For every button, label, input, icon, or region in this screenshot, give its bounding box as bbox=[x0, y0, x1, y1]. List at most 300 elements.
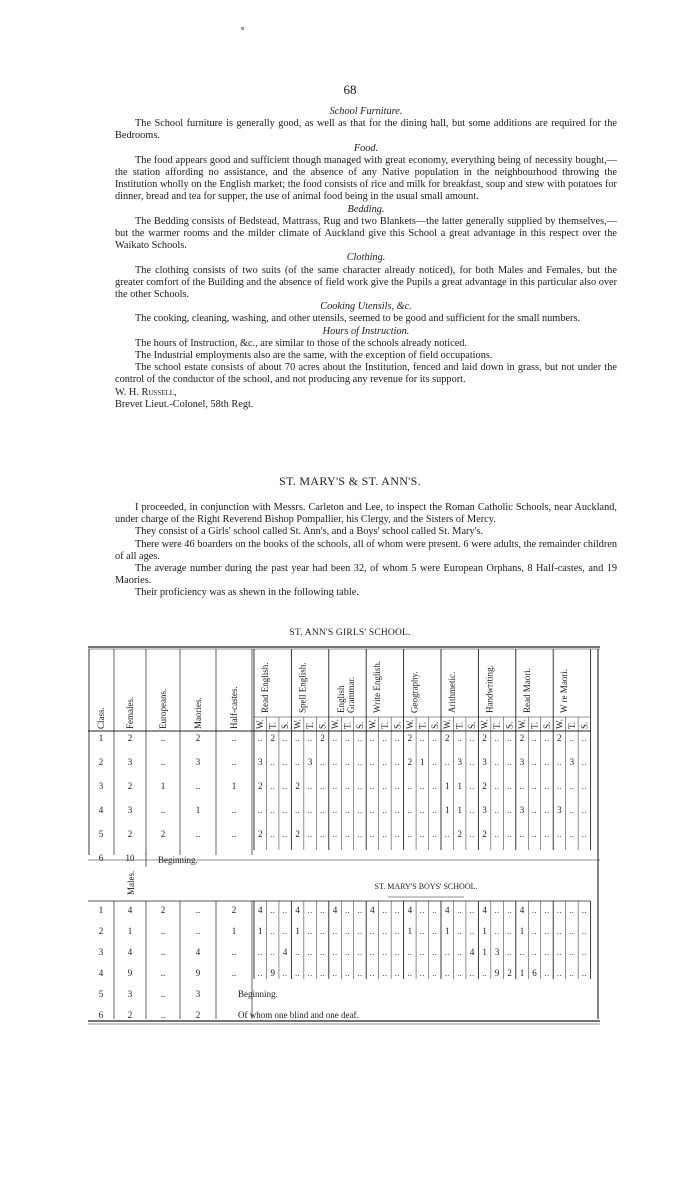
proficiency-mark: .. bbox=[532, 758, 537, 767]
proficiency-mark: .. bbox=[257, 948, 263, 957]
subheader-letter: S. bbox=[429, 721, 440, 729]
proficiency-mark: .. bbox=[307, 906, 313, 915]
proficiency-mark: .. bbox=[369, 806, 375, 815]
europeans-value: .. bbox=[160, 926, 166, 936]
proficiency-mark: .. bbox=[332, 782, 338, 791]
proficiency-mark: .. bbox=[270, 927, 276, 936]
para-school-furniture: The School furniture is generally good, as well as that for the dining hall, but some additions are required for the Bedrooms. bbox=[115, 118, 617, 142]
count-value: 1 bbox=[127, 926, 133, 936]
proficiency-mark: .. bbox=[345, 830, 350, 839]
proficiency-mark: .. bbox=[532, 806, 537, 815]
proficiency-mark: 3 bbox=[482, 757, 487, 767]
proficiency-mark: .. bbox=[581, 806, 587, 815]
proficiency-mark: 3 bbox=[457, 757, 462, 767]
proficiency-mark: .. bbox=[469, 927, 475, 936]
section-para: I proceeded, in conjunction with Messrs. Carleton and Lee, to inspect the Roman Catholic Schools, near Auckland, under charge of the Right Reverend Bishop Pompallier, his Clergy, and the Sisters of Mercy. bbox=[115, 502, 617, 526]
subheader-letter: T. bbox=[379, 721, 390, 729]
proficiency-mark: .. bbox=[469, 734, 475, 743]
proficiency-mark: .. bbox=[569, 830, 575, 839]
subheader-letter: W. bbox=[255, 719, 266, 729]
proficiency-mark: .. bbox=[507, 906, 513, 915]
proficiency-mark: .. bbox=[270, 948, 276, 957]
proficiency-mark: 2 bbox=[257, 829, 263, 839]
proficiency-mark: .. bbox=[407, 830, 413, 839]
proficiency-mark: .. bbox=[544, 927, 550, 936]
proficiency-mark: .. bbox=[569, 806, 575, 815]
class-number: 3 bbox=[98, 947, 104, 957]
maories-value: 3 bbox=[195, 989, 201, 999]
proficiency-mark: .. bbox=[556, 782, 562, 791]
class-number: 2 bbox=[98, 926, 104, 936]
proficiency-mark: .. bbox=[257, 969, 263, 978]
proficiency-mark: .. bbox=[507, 782, 513, 791]
subject-header: Spell English. bbox=[297, 662, 308, 713]
proficiency-mark: 2 bbox=[270, 733, 275, 743]
subheader-letter: W. bbox=[517, 719, 528, 729]
half-castes-value: 1 bbox=[231, 926, 237, 936]
proficiency-mark: .. bbox=[544, 969, 550, 978]
proficiency-mark: .. bbox=[469, 806, 475, 815]
proficiency-mark: .. bbox=[507, 927, 513, 936]
left-header: Maories. bbox=[193, 697, 203, 729]
proficiency-mark: .. bbox=[419, 948, 425, 957]
proficiency-mark: .. bbox=[270, 782, 276, 791]
proficiency-mark: .. bbox=[419, 906, 425, 915]
class-number: 1 bbox=[98, 905, 104, 915]
subheader-letter: S. bbox=[504, 721, 515, 729]
proficiency-mark: .. bbox=[432, 806, 438, 815]
subject-header: W re Maori. bbox=[559, 668, 570, 713]
proficiency-mark: .. bbox=[432, 906, 438, 915]
proficiency-mark: 1 bbox=[444, 805, 450, 815]
proficiency-mark: 2 bbox=[482, 781, 487, 791]
subheader-letter: T. bbox=[566, 721, 577, 729]
page-number: 68 bbox=[343, 82, 357, 97]
heading-food: Food. bbox=[353, 142, 379, 154]
para-food: The food appears good and sufficient though managed with great economy, everything being of necessity bought,—the station affording no assistance, and the absence of any Native population in the neighbourhood throwing the Institution wholly on the English market; the food consists of rice and milk for breakfast, soup and stew with potatoes for dinner, bread and tea for supper, the use of animal food being in the usual small amount. bbox=[115, 154, 617, 203]
row-note: Beginning. bbox=[238, 989, 278, 999]
maories-value: .. bbox=[195, 829, 201, 839]
proficiency-mark: 4 bbox=[407, 905, 413, 915]
section-para: The average number during the past year had been 32, of whom 5 were European Orphans, 8 Half-castes, and 19 Maories. bbox=[115, 563, 617, 587]
maories-value: 3 bbox=[195, 757, 201, 767]
maories-value: .. bbox=[195, 926, 201, 936]
proficiency-mark: .. bbox=[494, 782, 500, 791]
maories-value: 2 bbox=[195, 733, 201, 743]
proficiency-mark: .. bbox=[394, 948, 400, 957]
proficiency-mark: .. bbox=[581, 948, 587, 957]
proficiency-mark: .. bbox=[357, 830, 363, 839]
proficiency-mark: .. bbox=[332, 927, 338, 936]
proficiency-table-svg bbox=[88, 645, 600, 1025]
proficiency-mark: .. bbox=[307, 830, 313, 839]
proficiency-mark: .. bbox=[532, 906, 537, 915]
europeans-value: .. bbox=[160, 757, 166, 767]
proficiency-mark: .. bbox=[382, 806, 388, 815]
proficiency-mark: .. bbox=[407, 782, 413, 791]
proficiency-mark: .. bbox=[394, 906, 400, 915]
proficiency-mark: .. bbox=[407, 948, 413, 957]
subheader-letter: T. bbox=[454, 721, 465, 729]
proficiency-mark: .. bbox=[345, 948, 350, 957]
proficiency-mark: .. bbox=[581, 969, 587, 978]
proficiency-mark: 1 bbox=[295, 926, 300, 936]
proficiency-mark: .. bbox=[382, 830, 388, 839]
proficiency-mark: .. bbox=[507, 948, 513, 957]
proficiency-mark: .. bbox=[581, 830, 587, 839]
proficiency-mark: 1 bbox=[420, 757, 425, 767]
proficiency-mark: 9 bbox=[270, 968, 275, 978]
left-header: Females. bbox=[125, 696, 135, 729]
proficiency-mark: .. bbox=[569, 906, 575, 915]
subheader-letter: W. bbox=[479, 719, 490, 729]
subject-header: Handwriting. bbox=[484, 665, 495, 713]
proficiency-mark: .. bbox=[307, 734, 313, 743]
proficiency-mark: .. bbox=[494, 758, 500, 767]
proficiency-mark: 3 bbox=[494, 947, 500, 957]
count-value: 4 bbox=[127, 905, 133, 915]
proficiency-mark: .. bbox=[419, 782, 425, 791]
proficiency-mark: .. bbox=[357, 927, 363, 936]
males-header: Males. bbox=[126, 870, 136, 895]
proficiency-mark: 3 bbox=[307, 757, 313, 767]
proficiency-mark: .. bbox=[494, 734, 500, 743]
subheader-letter: T. bbox=[529, 721, 540, 729]
proficiency-mark: 4 bbox=[370, 905, 375, 915]
proficiency-mark: .. bbox=[457, 927, 463, 936]
half-castes-value: .. bbox=[231, 829, 237, 839]
proficiency-mark: .. bbox=[295, 969, 301, 978]
proficiency-mark: .. bbox=[419, 927, 425, 936]
proficiency-mark: 4 bbox=[257, 905, 263, 915]
europeans-value: .. bbox=[160, 947, 166, 957]
maories-value: 4 bbox=[195, 947, 201, 957]
proficiency-mark: .. bbox=[357, 906, 363, 915]
subheader-letter: T. bbox=[342, 721, 353, 729]
proficiency-mark: .. bbox=[357, 806, 363, 815]
proficiency-mark: .. bbox=[569, 927, 575, 936]
europeans-value: 1 bbox=[160, 781, 166, 791]
proficiency-mark: .. bbox=[519, 830, 525, 839]
proficiency-mark: 2 bbox=[444, 733, 450, 743]
proficiency-mark: .. bbox=[320, 969, 326, 978]
proficiency-mark: .. bbox=[282, 734, 288, 743]
proficiency-mark: .. bbox=[382, 948, 388, 957]
proficiency-mark: .. bbox=[394, 806, 400, 815]
proficiency-mark: .. bbox=[382, 758, 388, 767]
proficiency-mark: .. bbox=[457, 948, 463, 957]
proficiency-mark: 2 bbox=[407, 733, 413, 743]
row-note: Beginning. bbox=[158, 855, 198, 865]
row-note: Of whom one blind and one deaf. bbox=[238, 1010, 359, 1020]
class-number: 2 bbox=[98, 757, 104, 767]
proficiency-mark: .. bbox=[394, 830, 400, 839]
proficiency-mark: 3 bbox=[557, 805, 562, 815]
proficiency-mark: .. bbox=[332, 806, 338, 815]
proficiency-mark: 1 bbox=[407, 926, 413, 936]
proficiency-mark: .. bbox=[544, 830, 550, 839]
proficiency-mark: .. bbox=[320, 830, 326, 839]
proficiency-mark: .. bbox=[282, 927, 288, 936]
proficiency-mark: .. bbox=[532, 782, 537, 791]
proficiency-mark: 3 bbox=[519, 757, 525, 767]
para-estate: The school estate consists of about 70 acres about the Institution, fenced and laid down in grass, but not under the control of the conductor of the school, and not producing any revenue for its support. bbox=[115, 362, 617, 386]
count-value: 2 bbox=[127, 1010, 133, 1020]
proficiency-mark: .. bbox=[270, 830, 276, 839]
proficiency-mark: .. bbox=[295, 758, 301, 767]
proficiency-mark: 2 bbox=[507, 968, 512, 978]
proficiency-mark: .. bbox=[581, 782, 587, 791]
proficiency-mark: .. bbox=[357, 782, 363, 791]
proficiency-mark: .. bbox=[432, 927, 438, 936]
maories-value: .. bbox=[195, 781, 201, 791]
proficiency-mark: .. bbox=[581, 906, 587, 915]
para-industrial: The Industrial employments also are the same, with the exception of field occupations. bbox=[135, 350, 493, 362]
proficiency-mark: 1 bbox=[257, 926, 263, 936]
subject-header: Grammar. bbox=[345, 676, 356, 713]
proficiency-mark: .. bbox=[307, 806, 313, 815]
proficiency-mark: .. bbox=[556, 758, 562, 767]
proficiency-mark: .. bbox=[444, 758, 450, 767]
class-number: 3 bbox=[98, 781, 104, 791]
para-hours: The hours of Instruction, &c., are similar to those of the schools already noticed. bbox=[135, 337, 467, 349]
proficiency-mark: .. bbox=[407, 806, 413, 815]
subject-header: English bbox=[335, 685, 346, 713]
proficiency-mark: 3 bbox=[257, 757, 263, 767]
proficiency-mark: .. bbox=[457, 969, 463, 978]
signature-name: W. H. Russell, bbox=[115, 386, 177, 398]
proficiency-mark: .. bbox=[569, 948, 575, 957]
proficiency-mark: .. bbox=[307, 782, 313, 791]
proficiency-mark: .. bbox=[394, 734, 400, 743]
subheader-letter: S. bbox=[392, 721, 403, 729]
count-value: 2 bbox=[127, 781, 133, 791]
count-value: 3 bbox=[127, 805, 133, 815]
proficiency-mark: .. bbox=[432, 969, 438, 978]
proficiency-mark: .. bbox=[369, 734, 375, 743]
proficiency-mark: 4 bbox=[469, 947, 475, 957]
class-number: 4 bbox=[98, 968, 104, 978]
class-number: 6 bbox=[98, 1010, 104, 1020]
proficiency-mark: .. bbox=[407, 969, 413, 978]
left-header: Europeans. bbox=[158, 688, 168, 729]
proficiency-mark: .. bbox=[544, 782, 550, 791]
proficiency-mark: .. bbox=[295, 948, 301, 957]
count-value: 3 bbox=[127, 757, 133, 767]
proficiency-mark: .. bbox=[369, 758, 375, 767]
proficiency-mark: .. bbox=[307, 927, 313, 936]
proficiency-mark: .. bbox=[394, 758, 400, 767]
proficiency-mark: .. bbox=[469, 969, 475, 978]
proficiency-mark: .. bbox=[382, 782, 388, 791]
proficiency-mark: .. bbox=[270, 906, 276, 915]
section-para: Their proficiency was as shewn in the following table. bbox=[135, 587, 359, 599]
proficiency-mark: 2 bbox=[482, 733, 487, 743]
heading-bedding: Bedding. bbox=[347, 203, 385, 215]
proficiency-mark: .. bbox=[282, 906, 288, 915]
class-number: 4 bbox=[98, 805, 104, 815]
class-number: 5 bbox=[98, 989, 104, 999]
subheader-letter: W. bbox=[442, 719, 453, 729]
europeans-value: .. bbox=[160, 968, 166, 978]
proficiency-mark: .. bbox=[544, 806, 550, 815]
subheader-letter: W. bbox=[292, 719, 303, 729]
proficiency-mark: .. bbox=[419, 830, 425, 839]
proficiency-mark: .. bbox=[469, 906, 475, 915]
proficiency-mark: 2 bbox=[295, 829, 300, 839]
proficiency-mark: .. bbox=[282, 806, 288, 815]
europeans-value: .. bbox=[160, 989, 166, 999]
proficiency-mark: .. bbox=[556, 948, 562, 957]
proficiency-mark: .. bbox=[457, 734, 463, 743]
proficiency-mark: 2 bbox=[295, 781, 300, 791]
proficiency-mark: .. bbox=[345, 927, 350, 936]
proficiency-mark: .. bbox=[469, 830, 475, 839]
proficiency-mark: .. bbox=[394, 782, 400, 791]
proficiency-mark: .. bbox=[345, 782, 350, 791]
subheader-letter: S. bbox=[354, 721, 365, 729]
proficiency-mark: .. bbox=[494, 927, 500, 936]
proficiency-mark: 2 bbox=[519, 733, 525, 743]
proficiency-mark: .. bbox=[569, 734, 575, 743]
proficiency-mark: .. bbox=[419, 734, 425, 743]
maories-value: .. bbox=[195, 905, 201, 915]
proficiency-mark: .. bbox=[382, 734, 388, 743]
proficiency-mark: .. bbox=[581, 734, 587, 743]
proficiency-mark: .. bbox=[432, 758, 438, 767]
proficiency-mark: 1 bbox=[482, 926, 487, 936]
proficiency-mark: .. bbox=[320, 806, 326, 815]
proficiency-mark: 1 bbox=[444, 781, 450, 791]
proficiency-mark: .. bbox=[345, 734, 350, 743]
section-para: They consist of a Girls' school called St. Ann's, and a Boys' school called St. Mary's. bbox=[135, 526, 484, 538]
count-value: 3 bbox=[127, 989, 133, 999]
proficiency-mark: .. bbox=[345, 969, 350, 978]
proficiency-table bbox=[88, 645, 600, 1025]
subheader-letter: W. bbox=[404, 719, 415, 729]
proficiency-mark: .. bbox=[282, 830, 288, 839]
proficiency-mark: 2 bbox=[407, 757, 413, 767]
proficiency-mark: .. bbox=[469, 758, 475, 767]
proficiency-mark: .. bbox=[320, 948, 326, 957]
proficiency-mark: .. bbox=[494, 806, 500, 815]
proficiency-mark: 4 bbox=[332, 905, 338, 915]
subject-header: Geography. bbox=[409, 671, 420, 713]
proficiency-mark: .. bbox=[544, 906, 550, 915]
proficiency-mark: .. bbox=[507, 806, 513, 815]
proficiency-mark: .. bbox=[270, 758, 276, 767]
proficiency-mark: .. bbox=[432, 782, 438, 791]
subject-header: Arithmetic. bbox=[447, 671, 457, 713]
proficiency-mark: 4 bbox=[295, 905, 300, 915]
proficiency-mark: .. bbox=[556, 906, 562, 915]
europeans-value: 2 bbox=[160, 905, 166, 915]
proficiency-mark: 3 bbox=[519, 805, 525, 815]
subject-header: Write English. bbox=[372, 660, 383, 713]
proficiency-mark: .. bbox=[432, 734, 438, 743]
heading-cooking-utensils: Cooking Utensils, &c. bbox=[320, 301, 412, 313]
class-number: 5 bbox=[98, 829, 104, 839]
proficiency-mark: .. bbox=[556, 830, 562, 839]
subheader-letter: T. bbox=[492, 721, 503, 729]
proficiency-mark: .. bbox=[457, 906, 463, 915]
europeans-value: .. bbox=[160, 1010, 166, 1020]
proficiency-mark: .. bbox=[332, 969, 338, 978]
proficiency-mark: .. bbox=[282, 969, 288, 978]
proficiency-mark: .. bbox=[519, 948, 525, 957]
proficiency-mark: .. bbox=[307, 969, 313, 978]
proficiency-mark: .. bbox=[332, 948, 338, 957]
half-castes-value: .. bbox=[231, 805, 237, 815]
proficiency-mark: .. bbox=[332, 758, 338, 767]
section-title: ST. MARY'S & ST. ANN'S. bbox=[279, 474, 421, 488]
proficiency-mark: .. bbox=[532, 948, 537, 957]
proficiency-mark: .. bbox=[532, 830, 537, 839]
left-header: Half-castes. bbox=[229, 686, 239, 729]
proficiency-mark: .. bbox=[369, 830, 375, 839]
proficiency-mark: .. bbox=[282, 782, 288, 791]
proficiency-mark: .. bbox=[581, 927, 587, 936]
proficiency-mark: .. bbox=[581, 758, 587, 767]
para-bedding: The Bedding consists of Bedstead, Mattrass, Rug and two Blankets—the latter generally supplied by themselves,—but the warmer rooms and the milder climate of Auckland give this School a great advantage in this respect over the Waikato Schools. bbox=[115, 215, 617, 252]
proficiency-mark: .. bbox=[556, 927, 562, 936]
proficiency-mark: 1 bbox=[444, 926, 450, 936]
proficiency-mark: 3 bbox=[482, 805, 487, 815]
left-header: Class. bbox=[96, 707, 106, 729]
proficiency-mark: 2 bbox=[257, 781, 263, 791]
heading-clothing: Clothing. bbox=[346, 252, 386, 264]
proficiency-mark: .. bbox=[469, 782, 475, 791]
half-castes-value: 2 bbox=[231, 905, 237, 915]
europeans-value: 2 bbox=[160, 829, 166, 839]
subheader-letter: S. bbox=[579, 721, 590, 729]
proficiency-mark: .. bbox=[369, 927, 375, 936]
proficiency-mark: 1 bbox=[457, 781, 462, 791]
proficiency-mark: .. bbox=[369, 948, 375, 957]
proficiency-mark: .. bbox=[357, 734, 363, 743]
proficiency-mark: .. bbox=[369, 969, 375, 978]
subheader-letter: S. bbox=[317, 721, 328, 729]
count-value: 4 bbox=[127, 947, 133, 957]
proficiency-mark: 4 bbox=[519, 905, 525, 915]
subheader-letter: S. bbox=[280, 721, 291, 729]
subheader-letter: S. bbox=[541, 721, 552, 729]
proficiency-mark: .. bbox=[357, 969, 363, 978]
report-text bbox=[115, 106, 617, 411]
proficiency-mark: .. bbox=[507, 830, 513, 839]
proficiency-mark: 6 bbox=[532, 968, 537, 978]
proficiency-mark: .. bbox=[432, 948, 438, 957]
europeans-value: .. bbox=[160, 805, 166, 815]
proficiency-mark: .. bbox=[482, 969, 488, 978]
proficiency-mark: .. bbox=[345, 806, 350, 815]
proficiency-mark: .. bbox=[307, 948, 313, 957]
signature-title: Brevet Lieut.-Colonel, 58th Regt. bbox=[115, 398, 254, 410]
proficiency-mark: .. bbox=[345, 758, 350, 767]
proficiency-mark: 4 bbox=[444, 905, 450, 915]
proficiency-mark: 4 bbox=[282, 947, 288, 957]
subheader-letter: S. bbox=[467, 721, 478, 729]
proficiency-mark: .. bbox=[544, 948, 550, 957]
proficiency-mark: 1 bbox=[519, 926, 525, 936]
proficiency-mark: .. bbox=[544, 734, 550, 743]
proficiency-mark: 1 bbox=[457, 805, 462, 815]
proficiency-mark: .. bbox=[282, 758, 288, 767]
proficiency-mark: .. bbox=[432, 830, 438, 839]
proficiency-mark: 3 bbox=[569, 757, 575, 767]
proficiency-mark: .. bbox=[569, 782, 575, 791]
proficiency-mark: .. bbox=[556, 969, 562, 978]
